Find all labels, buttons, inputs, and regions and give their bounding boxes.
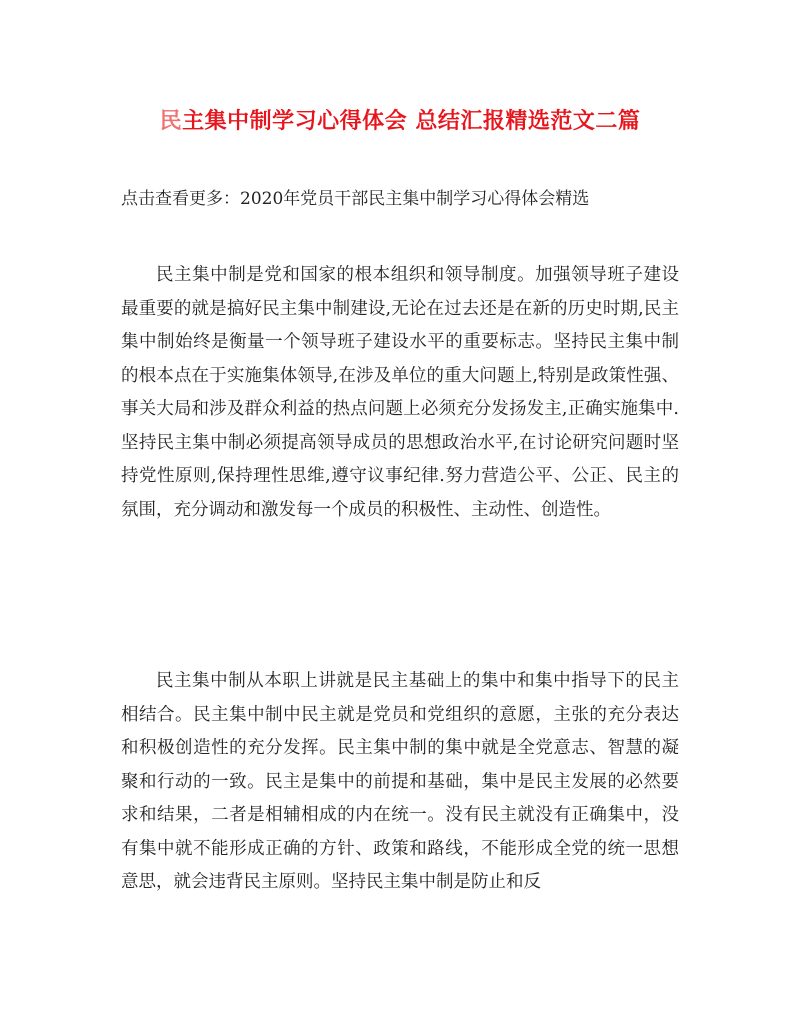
title-first-char: 民 <box>159 108 183 134</box>
body-paragraph-1: 民主集中制是党和国家的根本组织和领导制度。加强领导班子建设最重要的就是搞好民主集中制建设,无论在过去还是在新的历史时期,民主集中制始终是衡量一个领导班子建设水平的重要标志。坚持民主集中制的根本点在于实施集体领导,在涉及单位的重大问题上,特别是政策性强、事关大局和涉及群众利益的热点问题上必须充分发扬发主,正确实施集中.坚持民主集中制必须提高领导成员的思想政治水平,在讨论研究问题时坚持党性原则,保持理性思维,遵守议事纪律.努力营造公平、公正、民主的氛围，充分调动和激发每一个成员的积极性、主动性、创造性。 <box>121 265 679 520</box>
document-title <box>0 104 800 135</box>
title-rest: 主集中制学习心得体会 总结汇报精选范文二篇 <box>182 108 641 134</box>
body-paragraph-2: 民主集中制从本职上讲就是民主基础上的集中和集中指导下的民主相结合。民主集中制中民主就是党员和党组织的意愿，主张的充分表达和积极创造性的充分发挥。民主集中制的集中就是全党意志、智慧的凝聚和行动的一致。民主是集中的前提和基础，集中是民主发展的必然要求和结果，二者是相辅相成的内在统一。没有民主就没有正确集中，没有集中就不能形成正确的方针、政策和路线，不能形成全党的统一思想意思，就会违背民主原则。坚持民主集中制是防止和反 <box>121 671 679 892</box>
more-link-text: 点击查看更多：2020年党员干部民主集中制学习心得体会精选 <box>121 189 590 209</box>
